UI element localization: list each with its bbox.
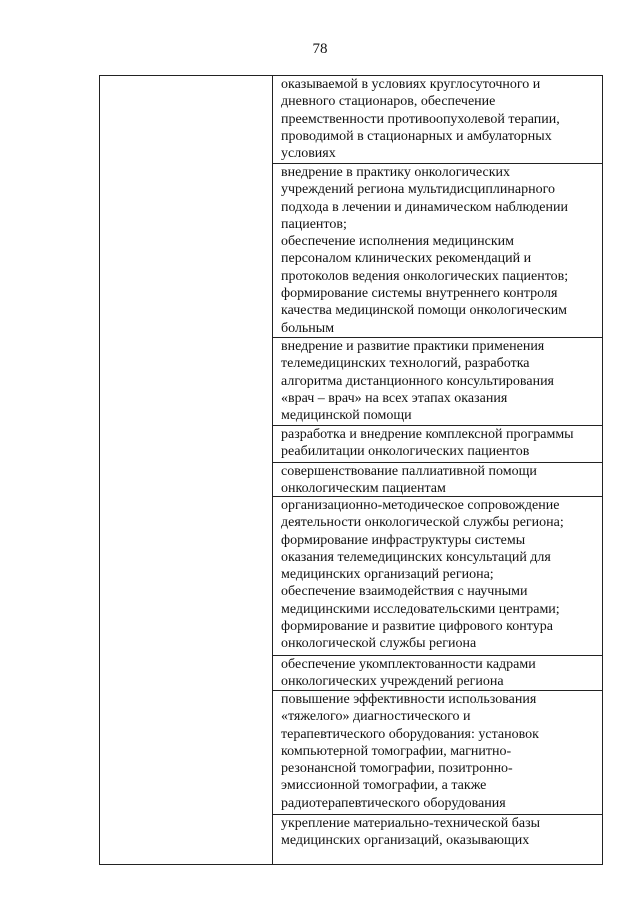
table-left-column (100, 76, 273, 864)
table-cell: внедрение и развитие практики применения телемедицинских технологий, разработка алгоритма дистанционного консультирования «врач – врач» на всех этапах оказания медицинской помощи (273, 338, 602, 426)
measures-table (99, 75, 603, 865)
table-cell: внедрение в практику онкологических учреждений региона мультидисциплинарного подхода в лечении и динамическом наблюдении пациентов; обеспечение исполнения медицинским персоналом клинических рекомендаций и протоколов ведения онкологических пациентов; формирование системы внутреннего контроля качества медицинской помощи онкологическим больным (273, 164, 602, 338)
table-cell: организационно-методическое сопровождение деятельности онкологической службы региона; формирование инфраструктуры системы оказания телемедицинских консультаций для медицинских организаций региона; обеспечение взаимодействия с научными медицинскими исследовательскими центрами; формирование и развитие цифрового контура онкологической службы региона (273, 497, 602, 656)
table-cell: обеспечение укомплектованности кадрами онкологических учреждений региона (273, 656, 602, 691)
table-cell: повышение эффективности использования «тяжелого» диагностического и терапевтического оборудования: установок компьютерной томографии, магнитно- резонансной томографии, позитронно- эмиссионной томографии, а также радиотерапевтического оборудования (273, 691, 602, 815)
table-cell: совершенствование паллиативной помощи онкологическим пациентам (273, 463, 602, 497)
table-cell: оказываемой в условиях круглосуточного и дневного стационаров, обеспечение преемственности противоопухолевой терапии, проводимой в стационарных и амбулаторных условиях (273, 76, 602, 164)
table-cell: разработка и внедрение комплексной программы реабилитации онкологических пациентов (273, 426, 602, 463)
page-number: 78 (312, 41, 328, 57)
table-cell: укрепление материально-технической базы медицинских организаций, оказывающих (281, 816, 541, 849)
table-right-column (273, 76, 602, 864)
